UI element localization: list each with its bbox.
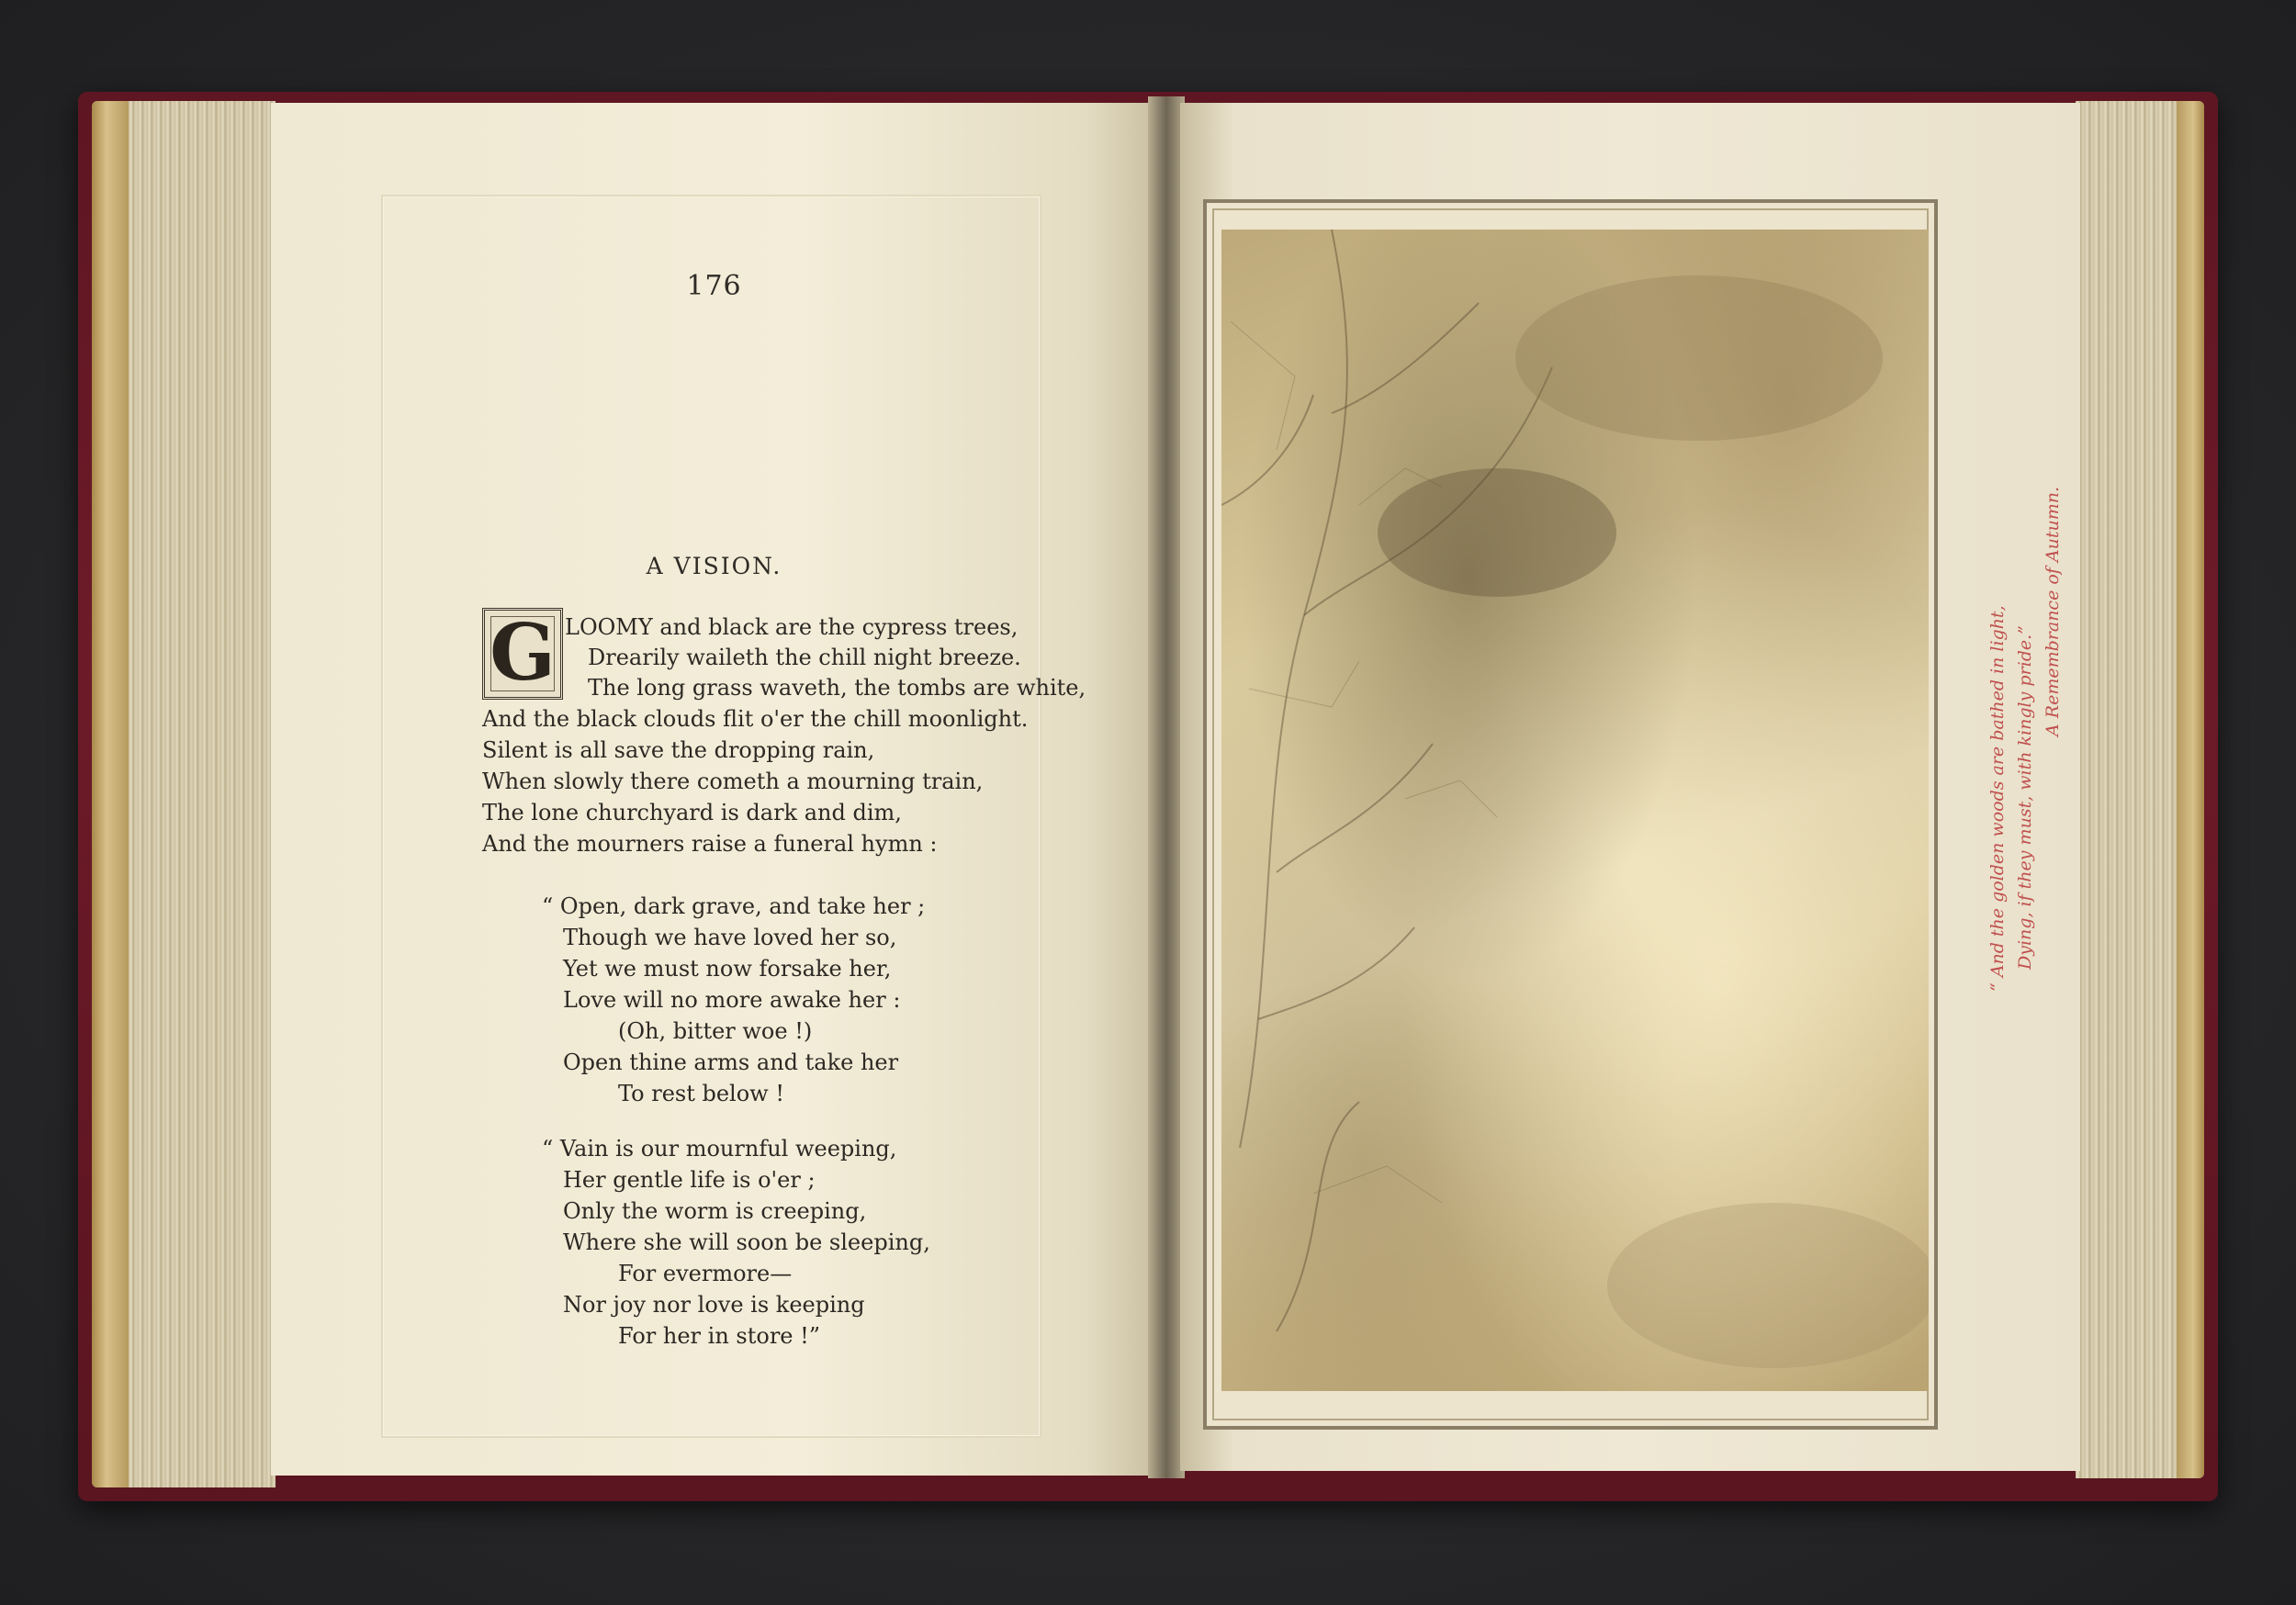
- poem-line: For her in store !”: [618, 1323, 821, 1349]
- poem-line: And the mourners raise a funeral hymn :: [482, 831, 938, 857]
- poem-line: Open thine arms and take her: [563, 1049, 899, 1075]
- caption-source: A Remembrance of Autumn.: [2043, 487, 2063, 736]
- photo-caption: [1984, 477, 2066, 992]
- poem-line: To rest below !: [618, 1081, 784, 1106]
- drop-cap-letter: G: [490, 607, 556, 698]
- left-page: [271, 103, 1157, 1476]
- poem-line: “ Open, dark grave, and take her ;: [542, 893, 926, 919]
- poem-line: Silent is all save the dropping rain,: [482, 737, 875, 763]
- poem-line: For evermore—: [618, 1261, 793, 1286]
- poem-line: Drearily waileth the chill night breeze.: [588, 645, 1021, 670]
- page-edges-left: [92, 101, 276, 1487]
- poem-line: Her gentle life is o'er ;: [563, 1167, 816, 1193]
- photo-tree-branches: [1221, 230, 1929, 1391]
- poem-line: And the black clouds flit o'er the chill moonlight.: [482, 706, 1029, 732]
- poem-line: The lone churchyard is dark and dim,: [482, 800, 902, 825]
- poem-line: Love will no more awake her :: [563, 987, 901, 1013]
- poem-line: Though we have loved her so,: [563, 925, 897, 950]
- poem-line: When slowly there cometh a mourning train,: [482, 769, 984, 794]
- albumen-photograph: [1221, 230, 1929, 1391]
- poem-line: Yet we must now forsake her,: [563, 956, 892, 982]
- poem-line: The long grass waveth, the tombs are white,: [588, 675, 1086, 701]
- page-number: 176: [686, 270, 742, 302]
- poem-line: (Oh, bitter woe !): [618, 1018, 813, 1044]
- poem-title: A VISION.: [646, 553, 782, 579]
- book-gutter: [1148, 96, 1185, 1478]
- caption-line: “ And the golden woods are bathed in light,: [1987, 605, 2008, 992]
- poem-line: LOOMY and black are the cypress trees,: [565, 614, 1019, 640]
- page-edges-right: [2076, 101, 2204, 1478]
- poem-line: Only the worm is creeping,: [563, 1198, 867, 1224]
- drop-cap-initial: [482, 608, 563, 700]
- poem-line: Where she will soon be sleeping,: [563, 1229, 930, 1255]
- poem-line: Nor joy nor love is keeping: [563, 1292, 865, 1318]
- poem-line: “ Vain is our mournful weeping,: [542, 1136, 897, 1162]
- caption-line: Dying, if they must, with kingly pride.”: [2015, 625, 2035, 970]
